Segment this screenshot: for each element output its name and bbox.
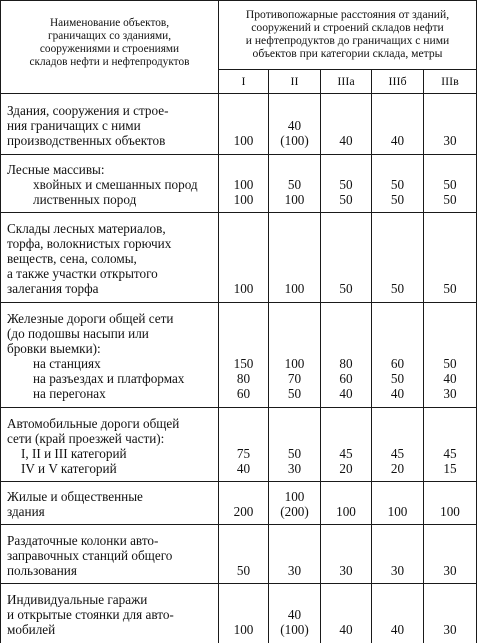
value-line: 100 — [284, 356, 305, 371]
table-border-left — [0, 0, 1, 643]
value-cell: 40 — [390, 622, 405, 637]
row-name-line: заправочных станций общего — [7, 548, 173, 563]
value-cell — [321, 446, 371, 476]
row-name-line: а также участки открытого — [7, 266, 158, 281]
value-cell: 40 — [390, 133, 405, 148]
value-line: 40 — [390, 386, 405, 401]
value-cell — [269, 356, 320, 401]
value-cell: 30 — [287, 563, 302, 578]
value-cell: 100 — [284, 281, 305, 296]
row-name-forests — [7, 162, 198, 207]
value-cell: 40 — [339, 622, 353, 637]
distance-column-header — [219, 8, 476, 60]
category-header-top-line — [218, 69, 477, 70]
value-line: (100) — [280, 622, 309, 637]
row-name-garages — [7, 592, 174, 637]
value-line: 50 — [443, 356, 457, 371]
category-header-ii: II — [290, 74, 299, 88]
value-line: 40 — [339, 386, 353, 401]
header-top-line: Противопожарные расстояния от зданий, — [245, 8, 450, 21]
row-name-line: на станциях — [33, 356, 101, 371]
value-line: 100 — [284, 489, 305, 504]
row-name-line: Раздаточные колонки авто- — [7, 533, 159, 548]
header-left-line: сооружениями и строениями — [39, 43, 180, 55]
row-divider-4 — [0, 407, 477, 408]
category-header-iiib: IIIб — [388, 74, 407, 88]
value-line: 20 — [390, 461, 405, 476]
value-cell — [269, 607, 320, 637]
value-cell — [219, 446, 268, 476]
value-line: 40 — [443, 371, 457, 386]
value-cell — [219, 177, 268, 207]
header-left-line: складов нефти и нефтепродуктов — [29, 56, 190, 68]
row-name-roads — [7, 416, 179, 476]
row-name-line: мобилей — [7, 622, 56, 637]
row-name-line: Лесные массивы: — [7, 162, 105, 177]
value-line: 50 — [390, 371, 405, 386]
header-top-line: и нефтепродуктов до граничащих с ними — [245, 34, 450, 47]
header-left-line: Наименование объектов, — [49, 17, 170, 29]
value-line: (200) — [280, 504, 309, 519]
value-cell: 100 — [387, 504, 408, 519]
value-line: 15 — [443, 461, 457, 476]
value-cell: 50 — [339, 281, 353, 296]
value-cell: 40 — [339, 133, 353, 148]
value-cell — [372, 356, 423, 401]
row-divider-2 — [0, 212, 477, 213]
row-name-industrial — [7, 103, 169, 148]
value-line: 50 — [443, 192, 457, 207]
value-line: 50 — [443, 177, 457, 192]
value-line: 45 — [443, 446, 457, 461]
value-line: 40 — [236, 461, 251, 476]
value-cell — [321, 356, 371, 401]
row-name-line: Здания, сооружения и строе- — [7, 103, 169, 118]
value-line: 100 — [233, 192, 254, 207]
value-cell: 50 — [390, 281, 405, 296]
row-name-line: залегания торфа — [7, 281, 99, 296]
value-cell: 30 — [443, 133, 457, 148]
category-header-i: I — [241, 74, 246, 88]
row-name-line: IV и V категорий — [21, 461, 117, 476]
value-cell: 200 — [233, 504, 254, 519]
value-cell — [269, 489, 320, 519]
header-left-line: граничащих со зданиями, — [47, 30, 172, 42]
value-cell — [372, 177, 423, 207]
row-name-line: и открытые стоянки для авто- — [7, 607, 174, 622]
value-line: 60 — [390, 356, 405, 371]
value-cell — [424, 446, 476, 476]
row-name-line: Склады лесных материалов, — [7, 221, 166, 236]
value-cell — [269, 177, 320, 207]
row-divider-header — [0, 93, 477, 94]
value-cell — [424, 356, 476, 401]
row-name-line: пользования — [7, 563, 77, 578]
row-divider-7 — [0, 583, 477, 584]
value-line: 40 — [287, 118, 302, 133]
row-name-line: торфа, волокнистых горючих — [7, 236, 172, 251]
row-name-line: на разъездах и платформах — [33, 371, 185, 386]
value-line: 50 — [339, 177, 353, 192]
row-name-line: сети (край проезжей части): — [7, 431, 165, 446]
value-cell — [219, 356, 268, 401]
header-top-line: объектов при категории склада, метры — [252, 47, 443, 60]
category-header-iiiv: IIIв — [441, 74, 459, 88]
value-line: 45 — [339, 446, 353, 461]
value-line: 60 — [339, 371, 353, 386]
value-line: 70 — [287, 371, 302, 386]
value-line: 100 — [284, 192, 305, 207]
row-name-railways — [7, 311, 184, 401]
value-cell: 30 — [443, 563, 457, 578]
value-line: 75 — [236, 446, 251, 461]
row-name-line: Автомобильные дороги общей — [7, 416, 180, 431]
header-divider-vertical — [218, 0, 219, 643]
value-line: 50 — [287, 386, 302, 401]
value-line: 30 — [287, 461, 302, 476]
value-cell: 30 — [339, 563, 353, 578]
object-column-header — [1, 17, 218, 69]
row-name-line: Железные дороги общей сети — [7, 311, 174, 326]
header-top-line: сооружений и строений складов нефти — [251, 21, 444, 34]
row-divider-1 — [0, 154, 477, 155]
value-line: 80 — [236, 371, 251, 386]
value-line: 20 — [339, 461, 353, 476]
value-line: (100) — [280, 133, 309, 148]
value-line: 150 — [233, 356, 254, 371]
value-line: 50 — [339, 192, 353, 207]
row-divider-6 — [0, 524, 477, 525]
value-line: 45 — [390, 446, 405, 461]
row-name-line: (до подошвы насыпи или — [7, 326, 149, 341]
row-name-timber-stores — [7, 221, 171, 296]
category-header-iiia: IIIа — [337, 74, 355, 88]
value-line: 40 — [287, 607, 302, 622]
value-cell: 30 — [443, 622, 457, 637]
value-cell — [372, 446, 423, 476]
row-name-line: производственных объектов — [7, 133, 166, 148]
value-line: 50 — [390, 177, 405, 192]
row-name-fuel-dispensers — [7, 533, 172, 578]
row-divider-5 — [0, 481, 477, 482]
table-border-top — [0, 0, 477, 1]
row-name-residential — [7, 489, 143, 519]
value-cell — [269, 118, 320, 148]
value-cell: 100 — [440, 504, 460, 519]
value-cell: 100 — [233, 281, 254, 296]
value-line: 100 — [233, 177, 254, 192]
row-name-line: на перегонах — [33, 386, 106, 401]
value-cell — [269, 446, 320, 476]
value-line: 80 — [339, 356, 353, 371]
row-name-line: лиственных пород — [33, 192, 137, 207]
row-name-line: веществ, сена, соломы, — [7, 251, 137, 266]
value-line: 50 — [287, 446, 302, 461]
row-name-line: I, II и III категорий — [21, 446, 127, 461]
value-cell: 100 — [336, 504, 356, 519]
value-cell: 30 — [390, 563, 405, 578]
row-name-line: Индивидуальные гаражи — [7, 592, 148, 607]
value-cell — [424, 177, 476, 207]
value-cell: 50 — [443, 281, 457, 296]
value-cell: 50 — [236, 563, 251, 578]
value-cell — [321, 177, 371, 207]
value-line: 60 — [236, 386, 251, 401]
value-line: 50 — [390, 192, 405, 207]
row-name-line: здания — [7, 504, 45, 519]
value-line: 30 — [443, 386, 457, 401]
row-name-line: хвойных и смешанных пород — [33, 177, 198, 192]
row-divider-3 — [0, 302, 477, 303]
value-line: 50 — [287, 177, 302, 192]
value-cell: 100 — [233, 133, 254, 148]
value-cell: 100 — [233, 622, 254, 637]
row-name-line: бровки выемки): — [7, 341, 101, 356]
row-name-line: Жилые и общественные — [7, 489, 143, 504]
row-name-line: ния граничащих с ними — [7, 118, 141, 133]
